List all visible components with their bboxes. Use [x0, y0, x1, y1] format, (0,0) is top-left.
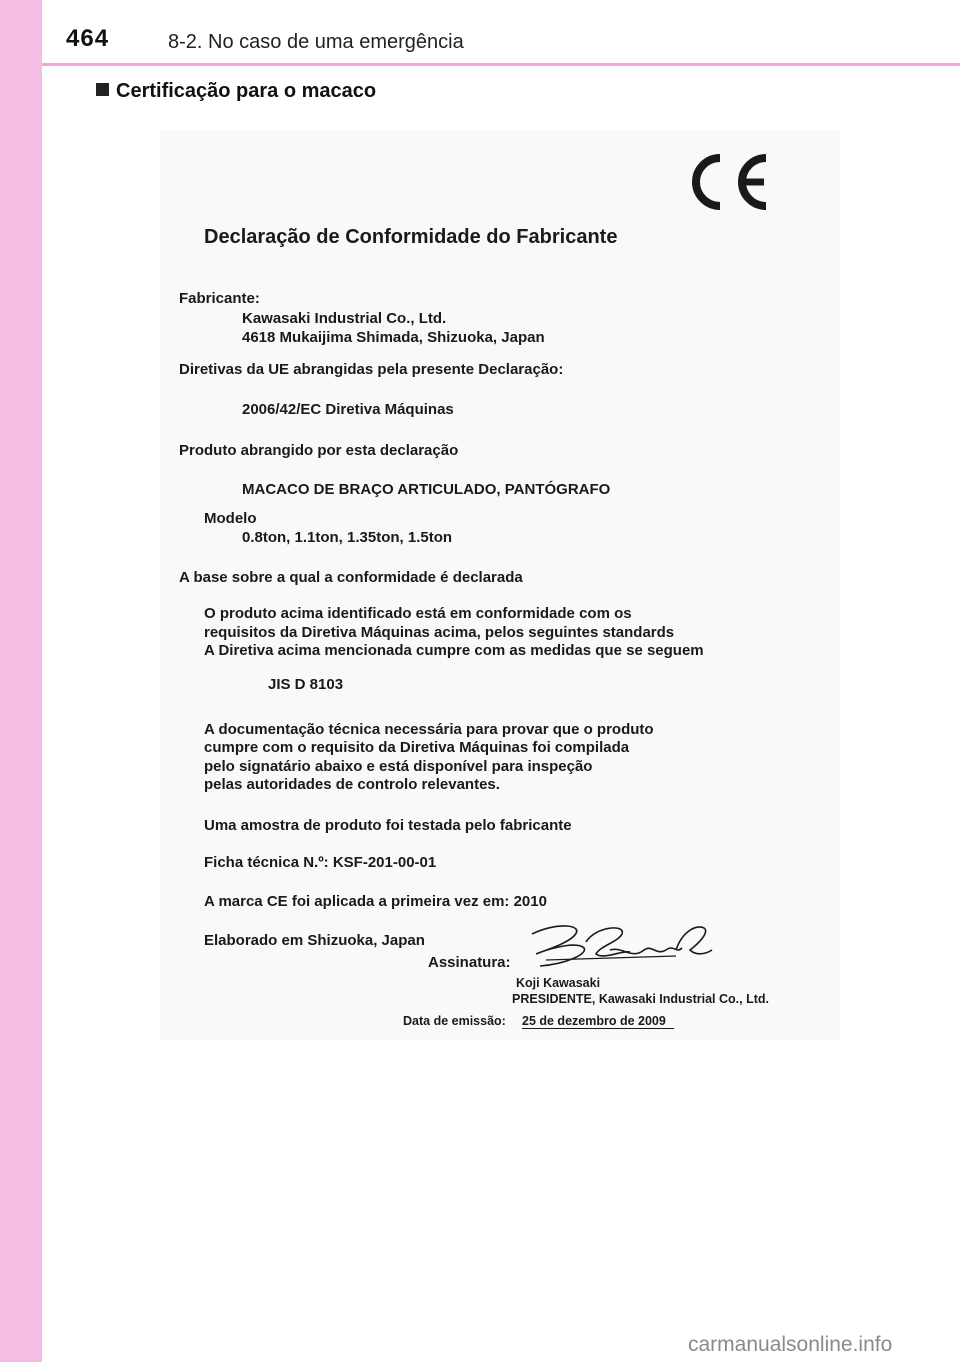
signature-label: Assinatura:: [428, 954, 511, 971]
page-number: 464: [66, 25, 110, 52]
models: 0.8ton, 1.1ton, 1.35ton, 1.5ton: [242, 529, 453, 546]
documentation-line: pelo signatário abaixo e está disponível para inspeção: [204, 758, 593, 775]
declaration-document: [160, 130, 840, 1040]
manufacturer-name: Kawasaki Industrial Co., Ltd.: [242, 310, 447, 327]
manufacturer-address: 4618 Mukaijima Shimada, Shizuoka, Japan: [242, 329, 545, 346]
basis-line: A Diretiva acima mencionada cumpre com as medidas que se seguem: [204, 642, 704, 659]
section-title: Certificação para o macaco: [116, 80, 377, 102]
basis-line: requisitos da Diretiva Máquinas acima, pelos seguintes standards: [204, 624, 675, 641]
issue-date-label: Data de emissão:: [403, 1014, 506, 1028]
directives-label: Diretivas da UE abrangidas pela presente Declaração:: [179, 361, 564, 378]
signature-image: [526, 920, 716, 970]
documentation-line: A documentação técnica necessária para provar que o produto: [204, 721, 654, 738]
watermark: carmanualsonline.info: [688, 1333, 893, 1356]
documentation-line: pelas autoridades de controlo relevantes.: [204, 776, 500, 793]
documentation-line: cumpre com o requisito da Diretiva Máquinas foi compilada: [204, 739, 630, 756]
datasheet: Ficha técnica N.º: KSF-201-00-01: [204, 854, 437, 871]
signer-name: Koji Kawasaki: [516, 976, 601, 990]
header-rule: [42, 63, 960, 66]
product-label: Produto abrangido por esta declaração: [179, 442, 459, 459]
directive: 2006/42/EC Diretiva Máquinas: [242, 401, 454, 418]
ce-mark-logo: [680, 148, 770, 216]
ce-applied: A marca CE foi aplicada a primeira vez em: 2010: [204, 893, 547, 910]
signer-title: PRESIDENTE, Kawasaki Industrial Co., Ltd.: [512, 992, 769, 1006]
section-heading: [96, 80, 376, 103]
chapter-title: 8-2. No caso de uma emergência: [168, 31, 464, 53]
manufacturer-label: Fabricante:: [179, 290, 260, 307]
sample-tested: Uma amostra de produto foi testada pelo fabricante: [204, 817, 572, 834]
basis-line: O produto acima identificado está em conformidade com os: [204, 605, 632, 622]
basis-label: A base sobre a qual a conformidade é declarada: [179, 569, 523, 586]
declaration-title: Declaração de Conformidade do Fabricante: [204, 226, 618, 248]
place: Elaborado em Shizuoka, Japan: [204, 932, 425, 949]
product-name: MACACO DE BRAÇO ARTICULADO, PANTÓGRAFO: [242, 481, 611, 498]
square-bullet-icon: [96, 83, 109, 96]
standard: JIS D 8103: [268, 676, 344, 693]
side-color-bar: [0, 0, 42, 1362]
issue-date: 25 de dezembro de 2009: [522, 1014, 674, 1029]
model-label: Modelo: [204, 510, 257, 527]
